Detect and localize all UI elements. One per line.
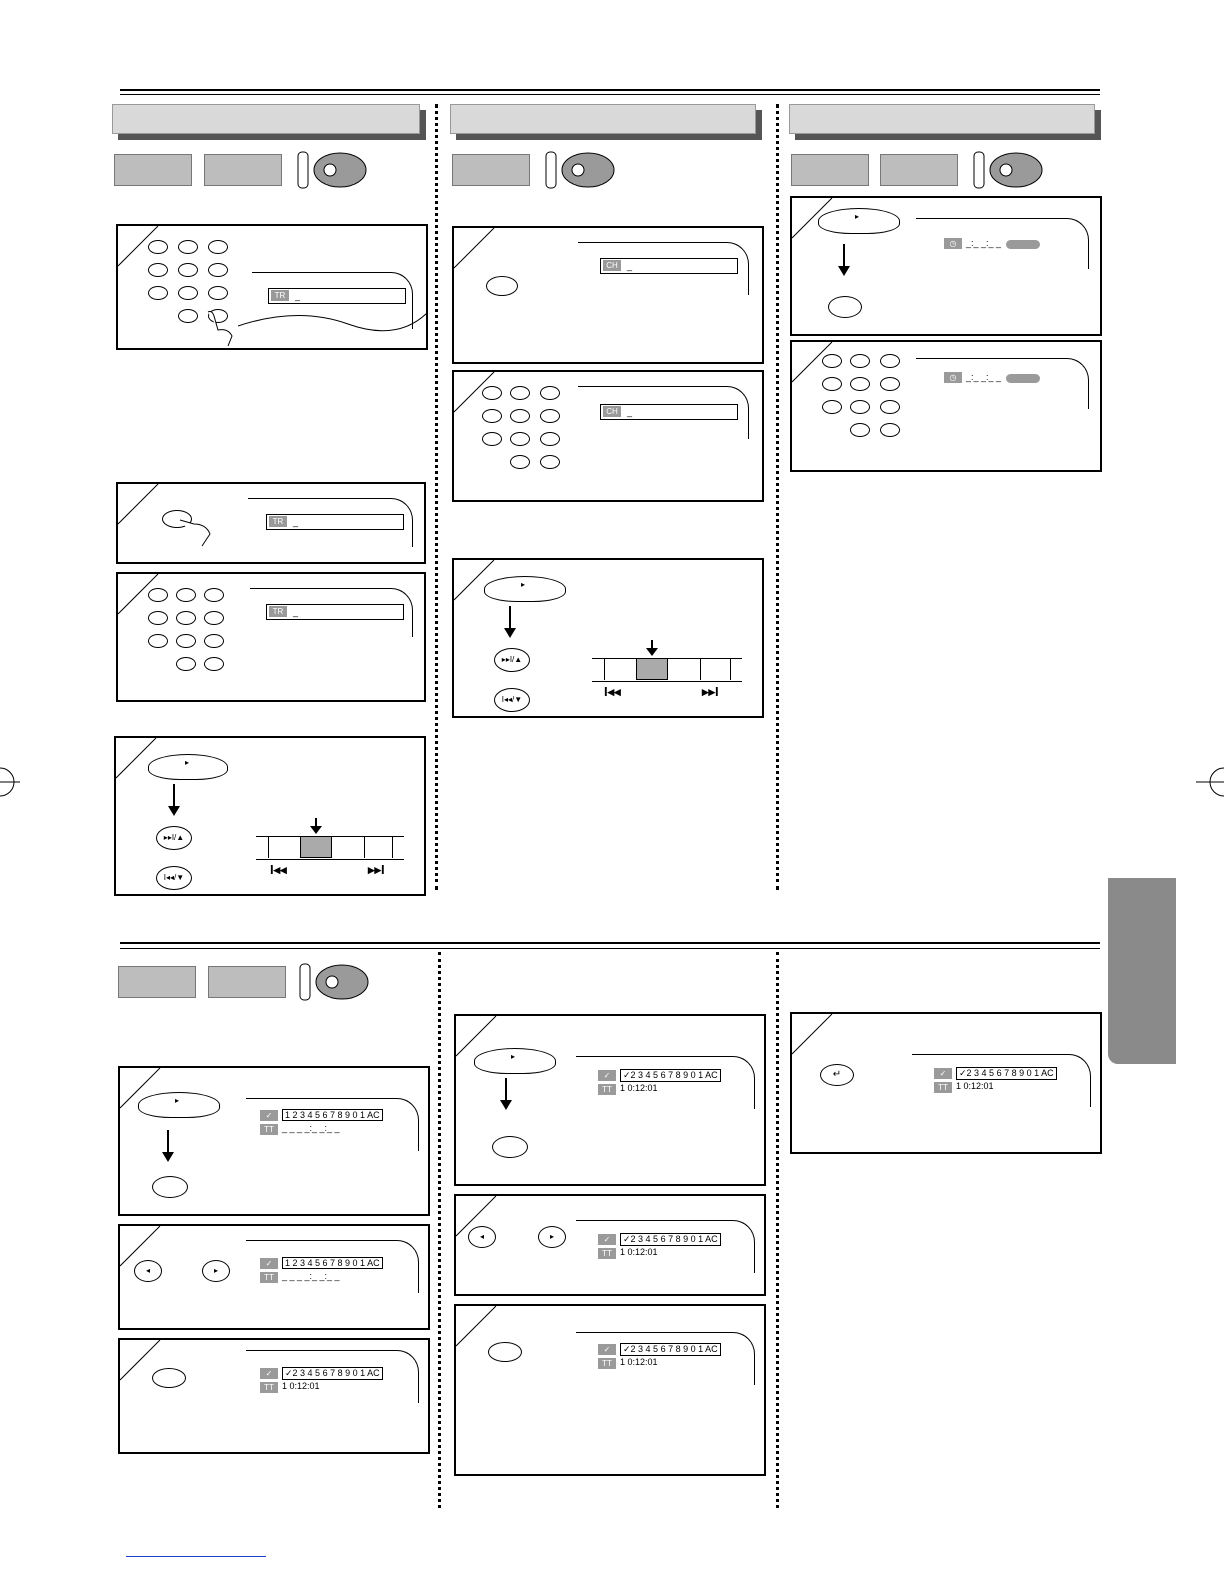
play-button[interactable] [138, 1092, 220, 1118]
keypad-button[interactable] [880, 423, 900, 437]
keypad-button[interactable] [510, 455, 530, 469]
marker-time: 1 0:12:01 [620, 1247, 658, 1257]
marker-tag: ✓ [260, 1368, 278, 1379]
marker-list: 1 2 3 4 5 6 7 8 9 0 1 AC [282, 1257, 383, 1269]
time-entry: _:_ _:_ _ [966, 238, 1002, 248]
keypad-button[interactable] [204, 588, 224, 602]
osd-screen [576, 1220, 755, 1273]
keypad-button[interactable] [540, 432, 560, 446]
step-panel-skip [114, 736, 426, 896]
arrow-down-icon [836, 244, 852, 278]
next-chapter-symbol: ▸▸I [368, 862, 385, 877]
clock-icon: ◷ [944, 238, 962, 249]
remote-control-icon [544, 150, 616, 190]
play-symbol: ▸ [511, 1052, 516, 1061]
current-chapter-cell [300, 836, 332, 858]
osd-title-field [266, 604, 404, 620]
keypad-button[interactable] [482, 386, 502, 400]
play-symbol: ▸ [185, 758, 190, 767]
section-tab [1108, 878, 1176, 1064]
keypad-button[interactable] [880, 400, 900, 414]
step-panel-chapter-skip [452, 558, 764, 718]
marker-tag: ✓ [934, 1068, 952, 1079]
section-header-bar-3 [789, 104, 1095, 134]
keypad-button[interactable] [510, 386, 530, 400]
enter-button[interactable] [152, 1368, 186, 1388]
skip-prev-button[interactable]: I◂◂/▼ [494, 688, 530, 712]
search-button[interactable] [152, 1176, 188, 1198]
marker-list: 1 2 3 4 5 6 7 8 9 0 1 AC [282, 1109, 383, 1121]
keypad-button[interactable] [850, 377, 870, 391]
arrow-down-icon [644, 640, 660, 658]
section-header-bar-2 [450, 104, 756, 134]
step-panel-marker-setup [118, 1066, 430, 1216]
marker-time: 1 0:12:01 [620, 1357, 658, 1367]
track-divider [268, 836, 269, 858]
left-button[interactable]: ◂ [134, 1260, 162, 1282]
keypad-button[interactable] [822, 354, 842, 368]
osd-screen [912, 1054, 1091, 1107]
marker-list: ✓2 3 4 5 6 7 8 9 0 1 AC [620, 1069, 721, 1082]
current-chapter-cell [636, 658, 668, 680]
arrow-down-icon [160, 1130, 176, 1164]
title-tag: TR [269, 606, 287, 617]
osd-screen [916, 218, 1089, 269]
middle-rule-thin [120, 948, 1100, 949]
step-corner [118, 484, 166, 532]
play-symbol: ▸ [855, 212, 860, 221]
title-tag: TR [269, 516, 287, 527]
marker-list: ✓2 3 4 5 6 7 8 9 0 1 AC [282, 1367, 383, 1380]
keypad-button[interactable] [178, 263, 198, 277]
return-button[interactable]: ↵ [820, 1064, 854, 1086]
top-rule-thin [120, 94, 1100, 95]
keypad-button[interactable] [482, 409, 502, 423]
keypad-button[interactable] [148, 611, 168, 625]
keypad-button[interactable] [880, 377, 900, 391]
marker-time: 1 0:12:01 [282, 1381, 320, 1391]
time-indicator-pill [1006, 374, 1040, 383]
osd-screen [576, 1056, 755, 1109]
keypad-button[interactable] [540, 455, 560, 469]
step-corner [792, 1014, 840, 1062]
chapter-tag: CH [603, 260, 621, 271]
play-symbol: ▸ [175, 1096, 180, 1105]
osd-cursor: _ [295, 291, 301, 301]
registration-mark [1196, 762, 1224, 802]
osd-cursor: _ [293, 607, 299, 617]
keypad-button[interactable] [176, 634, 196, 648]
step-panel-marker-clear [790, 1012, 1102, 1154]
step-panel-chapter-button [452, 226, 764, 364]
osd-screen [916, 358, 1089, 409]
keypad-button[interactable] [148, 286, 168, 300]
remote-control-icon [972, 150, 1044, 190]
play-button[interactable] [818, 208, 900, 234]
keypad-button[interactable] [204, 611, 224, 625]
search-button[interactable] [492, 1136, 528, 1158]
track-divider [392, 836, 393, 858]
next-chapter-symbol: ▸▸I [702, 684, 719, 699]
osd-cursor: _ [627, 261, 633, 271]
step-panel-marker-play [454, 1304, 766, 1476]
keypad-button[interactable] [178, 240, 198, 254]
left-button[interactable]: ◂ [468, 1226, 496, 1248]
osd-title-field [266, 514, 404, 530]
search-button[interactable] [828, 296, 862, 318]
osd-cursor: _ [627, 407, 633, 417]
marker-tag: ✓ [598, 1344, 616, 1355]
keypad-button[interactable] [176, 657, 196, 671]
keypad-button[interactable] [178, 309, 198, 323]
search-button[interactable] [486, 276, 518, 296]
keypad-button[interactable] [208, 286, 228, 300]
tt-tag: TT [260, 1382, 278, 1393]
arrow-down-icon [498, 1078, 514, 1112]
arrow-down-icon [166, 784, 182, 818]
tt-tag: TT [598, 1084, 616, 1095]
tt-tag: TT [260, 1272, 278, 1283]
track-divider [364, 836, 365, 858]
keypad-button[interactable] [176, 588, 196, 602]
time-entry: _:_ _:_ _ [966, 372, 1002, 382]
keypad-button[interactable] [850, 423, 870, 437]
track-divider [700, 658, 701, 680]
wave-line [238, 306, 428, 336]
keypad-button[interactable] [880, 354, 900, 368]
tt-tag: TT [934, 1082, 952, 1093]
column-separator-3 [438, 952, 441, 1508]
osd-chapter-field [600, 404, 738, 420]
skip-next-button[interactable]: ▸▸I/▲ [494, 648, 530, 672]
step-panel-marker-enter [118, 1338, 430, 1454]
osd-cursor: _ [293, 517, 299, 527]
osd-chapter-field [600, 258, 738, 274]
marker-tag: ✓ [598, 1070, 616, 1081]
top-rule [120, 89, 1100, 91]
step-panel-title-keypad-2 [116, 572, 426, 702]
play-button[interactable] [484, 576, 566, 602]
marker-time: _ _ _ _:_ _:_ _ [282, 1271, 340, 1281]
step-panel-time-keypad [790, 340, 1102, 472]
column-separator-1 [435, 104, 438, 890]
keypad-button[interactable] [482, 432, 502, 446]
keypad-button[interactable] [510, 409, 530, 423]
title-tag: TR [271, 290, 289, 301]
vcd-disc-icon [204, 154, 282, 186]
keypad-button[interactable] [822, 400, 842, 414]
play-symbol: ▸ [521, 580, 526, 589]
marker-time: 1 0:12:01 [956, 1081, 994, 1091]
marker-tag: ✓ [598, 1234, 616, 1245]
marker-list: ✓2 3 4 5 6 7 8 9 0 1 AC [956, 1067, 1057, 1080]
dvd-disc-icon [114, 154, 192, 186]
keypad-button[interactable] [148, 588, 168, 602]
footer-underline [126, 1556, 266, 1557]
column-separator-4 [776, 952, 779, 1508]
keypad-button[interactable] [178, 286, 198, 300]
remote-control-icon [296, 150, 368, 190]
osd-title-field [268, 288, 406, 304]
step-panel-marker-choose [454, 1194, 766, 1296]
column-separator-2 [776, 104, 779, 890]
middle-rule [120, 942, 1100, 944]
tt-tag: TT [598, 1358, 616, 1369]
marker-list: ✓2 3 4 5 6 7 8 9 0 1 AC [620, 1343, 721, 1356]
vcd-disc-icon [880, 154, 958, 186]
play-button[interactable] [474, 1048, 556, 1074]
play-button[interactable] [148, 754, 228, 780]
arrow-down-icon [308, 818, 324, 836]
keypad-button[interactable] [850, 400, 870, 414]
tt-tag: TT [598, 1248, 616, 1259]
registration-mark [0, 762, 20, 802]
skip-prev-button[interactable]: I◂◂/▼ [156, 866, 192, 890]
skip-next-button[interactable]: ▸▸I/▲ [156, 826, 192, 850]
marker-time: _ _ _ _:_ _:_ _ [282, 1123, 340, 1133]
prev-chapter-symbol: I◂◂ [270, 862, 287, 877]
right-button[interactable]: ▸ [202, 1260, 230, 1282]
marker-tag: ✓ [260, 1110, 278, 1121]
time-indicator-pill [1006, 240, 1040, 249]
keypad-button[interactable] [204, 634, 224, 648]
prev-chapter-symbol: I◂◂ [604, 684, 621, 699]
step-panel-title-keypad [116, 224, 428, 350]
keypad-button[interactable] [822, 377, 842, 391]
keypad-button[interactable] [208, 240, 228, 254]
marker-list: ✓2 3 4 5 6 7 8 9 0 1 AC [620, 1233, 721, 1246]
keypad-button[interactable] [540, 386, 560, 400]
keypad-button[interactable] [148, 634, 168, 648]
keypad-button[interactable] [148, 263, 168, 277]
right-button[interactable]: ▸ [538, 1226, 566, 1248]
section-header-bar-1 [112, 104, 420, 134]
dvd-disc-icon [791, 154, 869, 186]
step-panel-chapter-keypad [452, 370, 764, 502]
vcd-disc-icon [208, 966, 286, 998]
pointing-hand-icon [202, 310, 242, 348]
dvd-disc-icon [118, 966, 196, 998]
track-divider [604, 658, 605, 680]
keypad-button[interactable] [208, 263, 228, 277]
step-panel-marker-recall [454, 1014, 766, 1186]
tt-tag: TT [260, 1124, 278, 1135]
dvd-disc-icon [452, 154, 530, 186]
marker-time: 1 0:12:01 [620, 1083, 658, 1093]
keypad-button[interactable] [148, 240, 168, 254]
enter-button[interactable] [488, 1342, 522, 1362]
step-panel-title-button [116, 482, 426, 564]
keypad-button[interactable] [850, 354, 870, 368]
keypad-button[interactable] [204, 657, 224, 671]
keypad-button[interactable] [540, 409, 560, 423]
step-corner [454, 228, 502, 276]
clock-icon: ◷ [944, 372, 962, 383]
step-panel-time-button [790, 196, 1102, 336]
chapter-tag: CH [603, 406, 621, 417]
track-divider [730, 658, 731, 680]
marker-tag: ✓ [260, 1258, 278, 1269]
keypad-button[interactable] [510, 432, 530, 446]
arrow-down-icon [502, 606, 518, 640]
step-panel-marker-select [118, 1224, 430, 1330]
keypad-button[interactable] [176, 611, 196, 625]
pointing-hand-icon [178, 514, 218, 548]
remote-control-icon [298, 962, 370, 1002]
